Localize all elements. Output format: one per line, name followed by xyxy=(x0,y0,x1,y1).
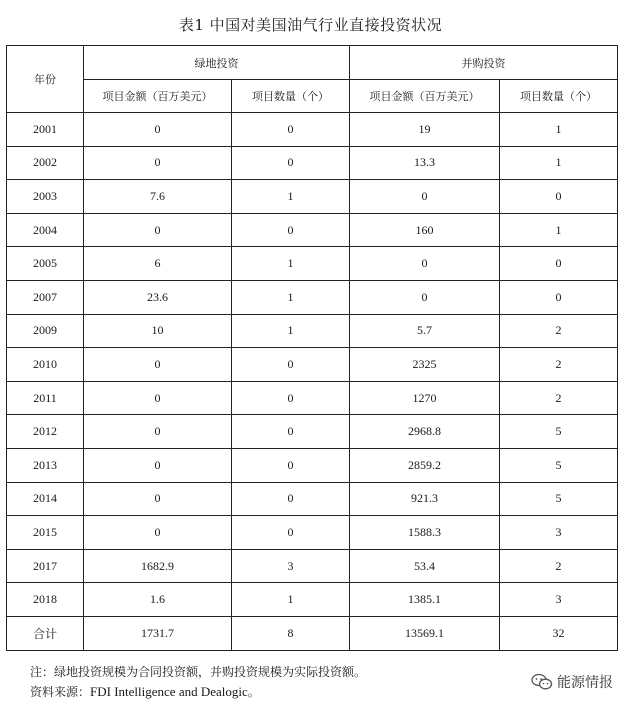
cell-year: 2014 xyxy=(7,482,84,516)
cell-year: 2012 xyxy=(7,415,84,449)
header-year: 年份 xyxy=(7,46,84,113)
cell-greenfield-count: 1 xyxy=(232,583,350,617)
cell-mna-count: 0 xyxy=(500,280,618,314)
cell-greenfield-amount: 0 xyxy=(84,213,232,247)
cell-mna-amount: 0 xyxy=(350,180,500,214)
cell-greenfield-amount: 0 xyxy=(84,448,232,482)
cell-greenfield-count: 0 xyxy=(232,113,350,147)
cell-mna-amount: 1588.3 xyxy=(350,516,500,550)
cell-greenfield-amount: 0 xyxy=(84,146,232,180)
cell-greenfield-amount: 7.6 xyxy=(84,180,232,214)
table-row xyxy=(7,314,618,348)
table-body xyxy=(7,113,618,651)
table-row xyxy=(7,516,618,550)
cell-greenfield-amount: 1.6 xyxy=(84,583,232,617)
cell-mna-amount: 1385.1 xyxy=(350,583,500,617)
cell-mna-amount: 5.7 xyxy=(350,314,500,348)
source-text: FDI Intelligence and Dealogic xyxy=(90,684,248,699)
cell-mna-count: 2 xyxy=(500,549,618,583)
cell-mna-count: 5 xyxy=(500,448,618,482)
cell-mna-count: 1 xyxy=(500,213,618,247)
cell-greenfield-amount: 6 xyxy=(84,247,232,281)
cell-year: 合计 xyxy=(7,616,84,650)
cell-greenfield-count: 0 xyxy=(232,213,350,247)
cell-greenfield-amount: 0 xyxy=(84,113,232,147)
cell-mna-count: 3 xyxy=(500,583,618,617)
cell-mna-count: 0 xyxy=(500,247,618,281)
cell-greenfield-amount: 0 xyxy=(84,482,232,516)
investment-table xyxy=(6,45,618,651)
notes xyxy=(30,662,366,702)
cell-greenfield-count: 0 xyxy=(232,415,350,449)
cell-greenfield-amount: 0 xyxy=(84,381,232,415)
header-greenfield-amount: 项目金额（百万美元） xyxy=(84,80,232,113)
header-greenfield-count: 项目数量（个） xyxy=(232,80,350,113)
watermark xyxy=(531,672,613,692)
cell-greenfield-count: 0 xyxy=(232,448,350,482)
table-row xyxy=(7,280,618,314)
cell-year: 2003 xyxy=(7,180,84,214)
cell-mna-count: 5 xyxy=(500,415,618,449)
cell-mna-amount: 19 xyxy=(350,113,500,147)
cell-year: 2015 xyxy=(7,516,84,550)
header-greenfield: 绿地投资 xyxy=(84,46,350,80)
table-row xyxy=(7,213,618,247)
cell-mna-amount: 2325 xyxy=(350,348,500,382)
cell-greenfield-count: 0 xyxy=(232,348,350,382)
cell-mna-count: 1 xyxy=(500,113,618,147)
cell-mna-count: 2 xyxy=(500,314,618,348)
cell-year: 2002 xyxy=(7,146,84,180)
table-row xyxy=(7,146,618,180)
table-title: 表1 中国对美国油气行业直接投资状况 xyxy=(178,16,443,34)
table-row xyxy=(7,381,618,415)
cell-greenfield-amount: 0 xyxy=(84,516,232,550)
cell-mna-count: 0 xyxy=(500,180,618,214)
cell-mna-amount: 0 xyxy=(350,280,500,314)
source-label: 资料来源： xyxy=(30,685,91,699)
cell-mna-count: 1 xyxy=(500,146,618,180)
cell-mna-count: 5 xyxy=(500,482,618,516)
table-row xyxy=(7,415,618,449)
cell-mna-amount: 13.3 xyxy=(350,146,500,180)
cell-mna-amount: 0 xyxy=(350,247,500,281)
table-row xyxy=(7,348,618,382)
cell-mna-amount: 53.4 xyxy=(350,549,500,583)
cell-greenfield-amount: 10 xyxy=(84,314,232,348)
cell-mna-amount: 13569.1 xyxy=(350,616,500,650)
cell-greenfield-amount: 1731.7 xyxy=(84,616,232,650)
cell-greenfield-count: 0 xyxy=(232,146,350,180)
cell-greenfield-count: 1 xyxy=(232,280,350,314)
cell-greenfield-count: 1 xyxy=(232,180,350,214)
source-end: 。 xyxy=(247,685,260,699)
header-mna: 并购投资 xyxy=(350,46,618,80)
cell-mna-count: 2 xyxy=(500,348,618,382)
cell-greenfield-count: 0 xyxy=(232,381,350,415)
cell-mna-count: 3 xyxy=(500,516,618,550)
cell-greenfield-count: 0 xyxy=(232,516,350,550)
cell-mna-amount: 2859.2 xyxy=(350,448,500,482)
wechat-icon xyxy=(531,673,553,691)
cell-year: 2017 xyxy=(7,549,84,583)
cell-mna-amount: 2968.8 xyxy=(350,415,500,449)
cell-year: 2018 xyxy=(7,583,84,617)
cell-greenfield-count: 3 xyxy=(232,549,350,583)
cell-year: 2001 xyxy=(7,113,84,147)
cell-mna-amount: 160 xyxy=(350,213,500,247)
cell-greenfield-amount: 23.6 xyxy=(84,280,232,314)
cell-mna-count: 2 xyxy=(500,381,618,415)
cell-year: 2013 xyxy=(7,448,84,482)
cell-mna-count: 32 xyxy=(500,616,618,650)
cell-mna-amount: 1270 xyxy=(350,381,500,415)
table-row xyxy=(7,113,618,147)
cell-greenfield-amount: 0 xyxy=(84,415,232,449)
cell-year: 2007 xyxy=(7,280,84,314)
source-line xyxy=(30,682,366,702)
table-row xyxy=(7,482,618,516)
watermark-text: 能源情报 xyxy=(557,675,613,691)
cell-year: 2005 xyxy=(7,247,84,281)
cell-greenfield-amount: 0 xyxy=(84,348,232,382)
cell-year: 2009 xyxy=(7,314,84,348)
cell-greenfield-count: 0 xyxy=(232,482,350,516)
table-row xyxy=(7,616,618,650)
cell-year: 2010 xyxy=(7,348,84,382)
cell-greenfield-count: 8 xyxy=(232,616,350,650)
table-row xyxy=(7,180,618,214)
header-mna-amount: 项目金额（百万美元） xyxy=(350,80,500,113)
table-row xyxy=(7,583,618,617)
cell-greenfield-count: 1 xyxy=(232,247,350,281)
cell-year: 2004 xyxy=(7,213,84,247)
note-line: 注：绿地投资规模为合同投资额，并购投资规模为实际投资额。 xyxy=(30,665,367,679)
table-row xyxy=(7,549,618,583)
cell-greenfield-count: 1 xyxy=(232,314,350,348)
cell-year: 2011 xyxy=(7,381,84,415)
header-mna-count: 项目数量（个） xyxy=(500,80,618,113)
cell-greenfield-amount: 1682.9 xyxy=(84,549,232,583)
table-row xyxy=(7,247,618,281)
table-row xyxy=(7,448,618,482)
cell-mna-amount: 921.3 xyxy=(350,482,500,516)
